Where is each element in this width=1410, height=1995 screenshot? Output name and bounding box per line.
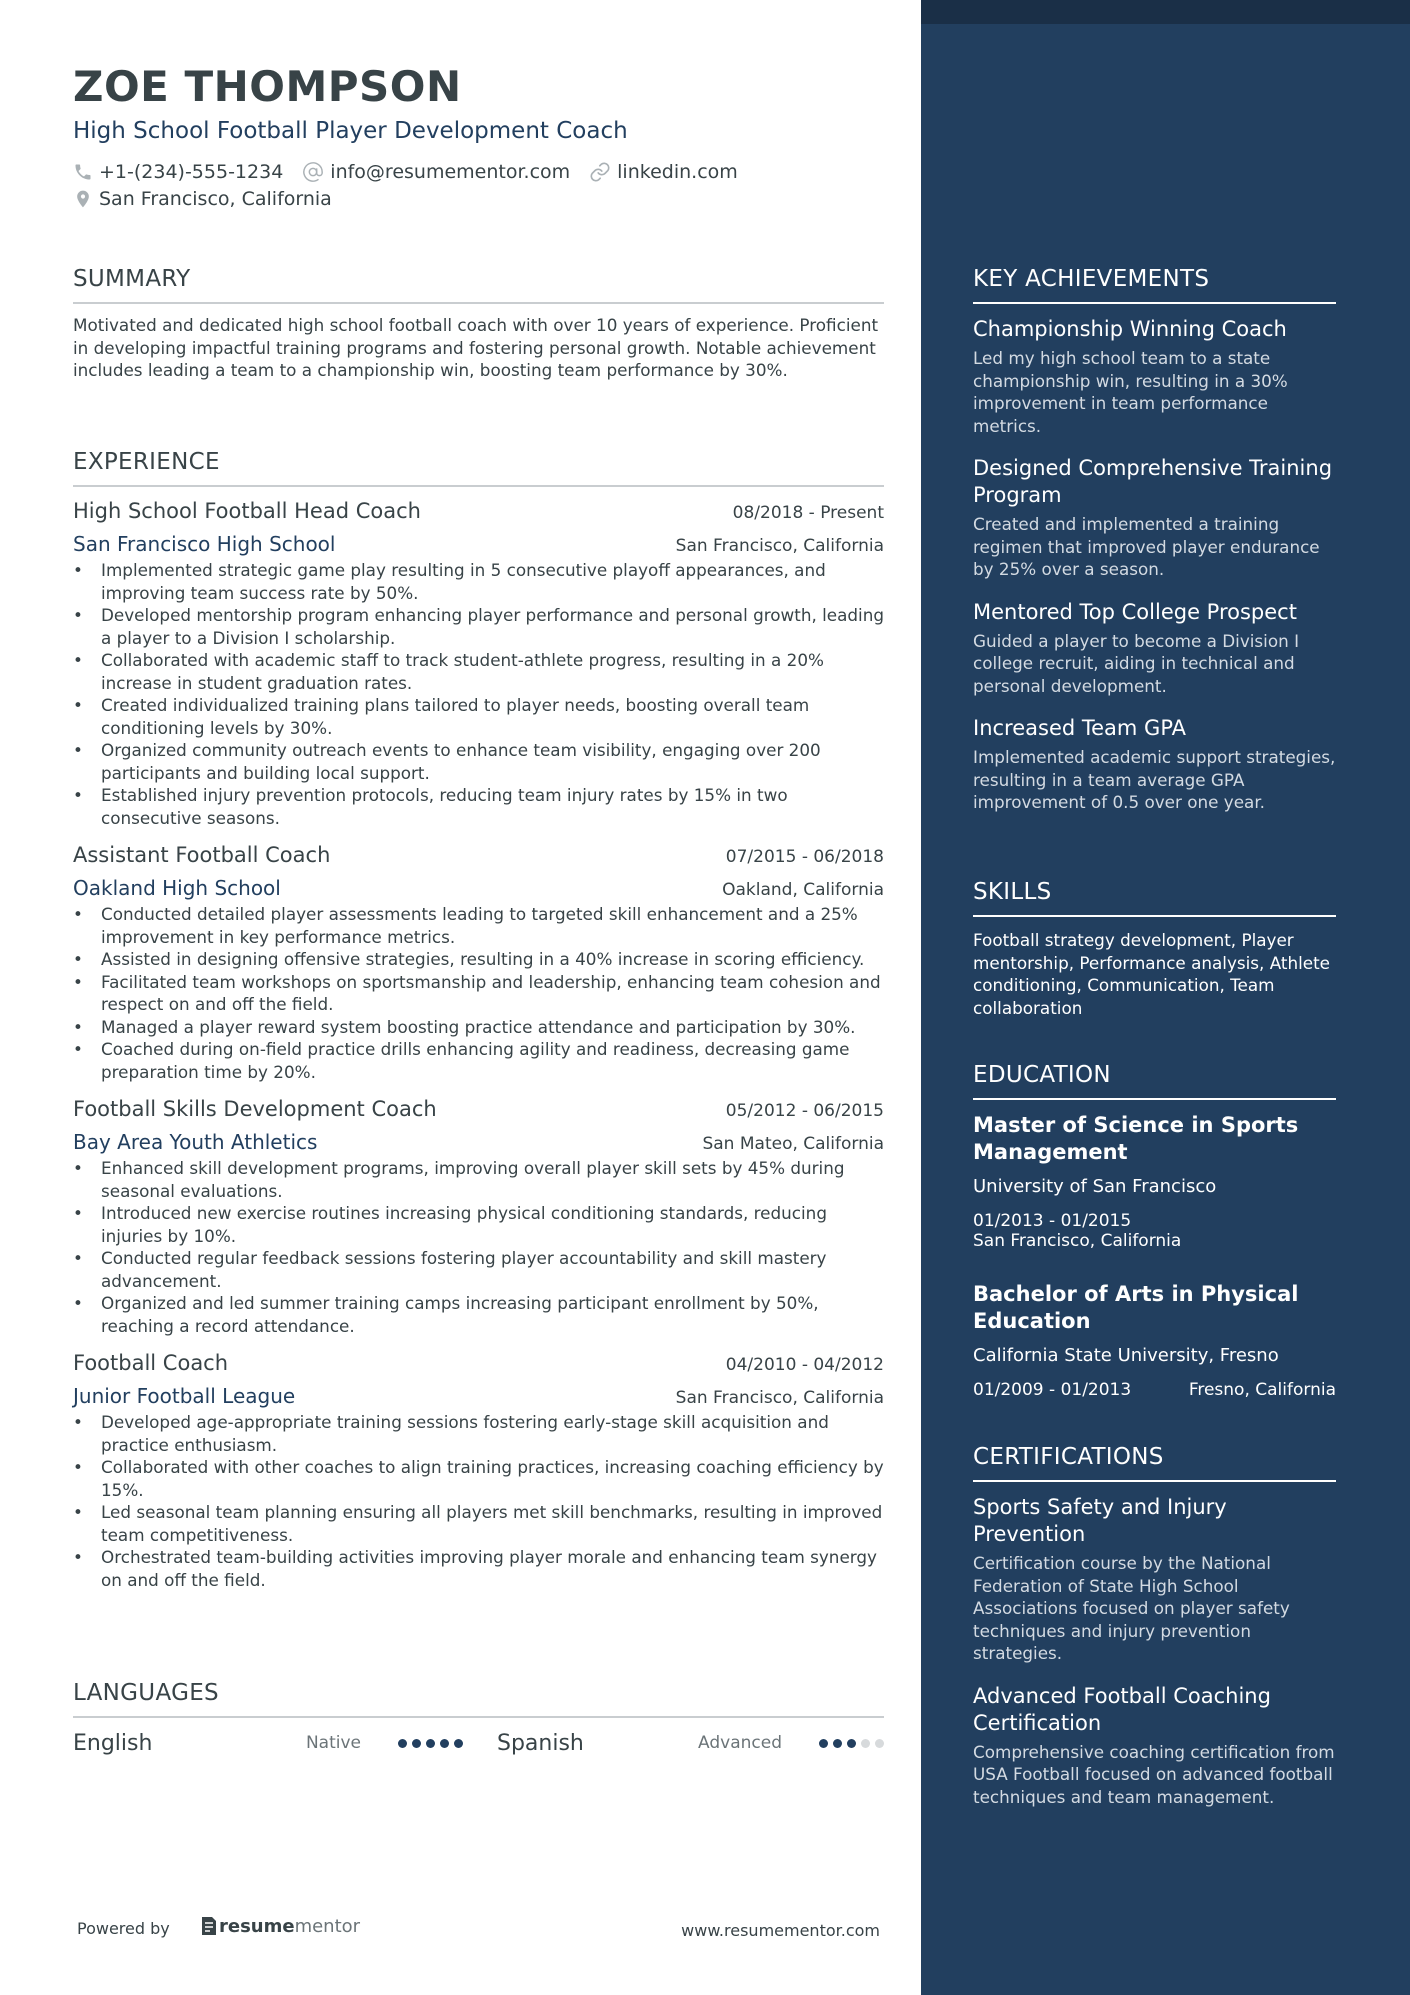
- phone-text: +1-(234)-555-1234: [99, 161, 284, 183]
- job-location: San Mateo, California: [702, 1134, 884, 1154]
- languages-section: [73, 1680, 884, 1758]
- job-role: Football Coach: [73, 1351, 229, 1375]
- job-dates: 05/2012 - 06/2015: [725, 1101, 884, 1121]
- job-dates: 08/2018 - Present: [732, 503, 884, 523]
- achievement-title: Mentored Top College Prospect: [973, 599, 1297, 624]
- job-header: [73, 1097, 884, 1121]
- rating-dot-filled: [440, 1739, 449, 1748]
- achievement-item: [973, 715, 1336, 814]
- brand-name-bold: resume: [219, 1915, 295, 1937]
- achievement-title: Designed Comprehensive Training Program: [973, 456, 1333, 507]
- language-rating: [814, 1739, 884, 1748]
- job-location: San Francisco, California: [675, 536, 884, 556]
- education-dates: 01/2013 - 01/2015: [973, 1211, 1132, 1231]
- experience-heading: EXPERIENCE: [73, 449, 220, 475]
- location-text: San Francisco, California: [99, 188, 332, 210]
- contact-phone: [73, 161, 283, 183]
- job-entry: [73, 843, 884, 1083]
- education-section: [973, 1062, 1336, 1400]
- link-icon: [589, 161, 611, 183]
- contact-location: [73, 188, 332, 210]
- certification-description: Comprehensive coaching certification from USA Football focused on advanced football techniques and team management.: [973, 1741, 1335, 1807]
- experience-section: [73, 449, 884, 1591]
- job-subheader: [73, 532, 884, 556]
- job-role: Assistant Football Coach: [73, 843, 331, 867]
- job-bullets: [73, 1411, 884, 1591]
- languages-heading: LANGUAGES: [73, 1680, 219, 1706]
- school-name: University of San Francisco: [973, 1176, 1217, 1197]
- language-item: [73, 1731, 463, 1756]
- job-location: San Francisco, California: [675, 1388, 884, 1408]
- skills-heading: SKILLS: [973, 879, 1052, 905]
- achievement-description: Led my high school team to a state championship win, resulting in a 30% improvement in team performance metrics.: [973, 348, 1288, 436]
- resumementor-logo-icon: [199, 1915, 219, 1937]
- section-divider: [973, 915, 1336, 917]
- achievement-description: Created and implemented a training regimen that improved player endurance by 25% over a season.: [973, 514, 1320, 579]
- summary-heading: SUMMARY: [73, 266, 191, 292]
- education-location: San Francisco, California: [973, 1231, 1182, 1251]
- summary-text: Motivated and dedicated high school football coach with over 10 years of experience. Proficient in developing impactful training programs and fostering personal growth. Notable achievement includes leading a team to a championship win, boosting team performance by 30%.: [73, 315, 879, 380]
- bullet-item: • Enhanced skill development programs, improving overall player skill sets by 45% during seasonal evaluations.: [73, 1157, 884, 1202]
- language-name: English: [73, 1730, 153, 1756]
- bullet-item: • Introduced new exercise routines increasing physical conditioning standards, reducing injuries by 10%.: [73, 1202, 884, 1247]
- bullet-item: • Implemented strategic game play resulting in 5 consecutive playoff appearances, and improving team success rate by 50%.: [73, 559, 884, 604]
- bullet-item: • Assisted in designing offensive strategies, resulting in a 40% increase in scoring efficiency.: [73, 948, 884, 971]
- rating-dot-filled: [819, 1739, 828, 1748]
- education-heading: EDUCATION: [973, 1062, 1111, 1088]
- job-bullets: [73, 559, 884, 829]
- job-bullets: [73, 903, 884, 1083]
- job-entry: [73, 1351, 884, 1591]
- bullet-item: • Coached during on-field practice drills enhancing agility and readiness, decreasing game preparation time by 20%.: [73, 1038, 884, 1083]
- job-subheader: [73, 1384, 884, 1408]
- achievement-description: Guided a player to become a Division I college recruit, aiding in technical and personal development.: [973, 630, 1300, 696]
- certification-description: Certification course by the National Federation of State High School Associations focused on player safety techniques and injury prevention strategies.: [973, 1553, 1290, 1663]
- linkedin-link[interactable]: linkedin.com: [617, 161, 738, 183]
- contact-email[interactable]: [302, 161, 570, 183]
- rating-dot-filled: [847, 1739, 856, 1748]
- bullet-item: • Organized community outreach events to enhance team visibility, engaging over 200 participants and building local support.: [73, 739, 884, 784]
- bullet-item: • Conducted regular feedback sessions fostering player accountability and skill mastery advancement.: [73, 1247, 884, 1292]
- degree-title: Bachelor of Arts in Physical Education: [973, 1282, 1299, 1333]
- rating-dot-filled: [454, 1739, 463, 1748]
- education-dates: 01/2009 - 01/2013: [973, 1380, 1132, 1400]
- bullet-item: • Created individualized training plans tailored to player needs, boosting overall team conditioning levels by 30%.: [73, 694, 884, 739]
- job-role: Football Skills Development Coach: [73, 1097, 437, 1121]
- map-pin-icon: [73, 188, 93, 210]
- job-list: [73, 499, 884, 1591]
- job-bullets: [73, 1157, 884, 1337]
- section-divider: [973, 1098, 1336, 1100]
- bullet-item: • Collaborated with academic staff to track student-athlete progress, resulting in a 20% increase in student graduation rates.: [73, 649, 884, 694]
- job-header: [73, 843, 884, 867]
- section-divider: [973, 1480, 1336, 1482]
- footer: [73, 1915, 884, 1945]
- bullet-item: • Orchestrated team-building activities improving player morale and enhancing team synergy on and off the field.: [73, 1546, 884, 1591]
- certification-title: Advanced Football Coaching Certification: [973, 1683, 1271, 1735]
- company-name: Junior Football League: [73, 1384, 296, 1408]
- powered-by-label: Powered by: [77, 1919, 170, 1938]
- bullet-item: • Developed age-appropriate training sessions fostering early-stage skill acquisition and practice enthusiasm.: [73, 1411, 884, 1456]
- bullet-item: • Managed a player reward system boosting practice attendance and participation by 30%.: [73, 1016, 884, 1039]
- job-header: [73, 499, 884, 523]
- bullet-item: • Developed mentorship program enhancing player performance and personal growth, leading a player to a Division I scholarship.: [73, 604, 884, 649]
- sidebar: [921, 0, 1410, 1995]
- phone-icon: [73, 162, 93, 182]
- language-item: [497, 1731, 884, 1756]
- language-rating: [393, 1739, 463, 1748]
- bullet-item: • Led seasonal team planning ensuring all players met skill benchmarks, resulting in improved team competitiveness.: [73, 1501, 884, 1546]
- certifications-heading: CERTIFICATIONS: [973, 1444, 1164, 1470]
- rating-dot-empty: [861, 1739, 870, 1748]
- achievement-title: Championship Winning Coach: [973, 317, 1287, 341]
- job-entry: [73, 1097, 884, 1337]
- contact-row-2: [73, 188, 351, 210]
- skills-text: Football strategy development, Player mentorship, Performance analysis, Athlete conditioning, Communication, Team collaboration: [973, 930, 1330, 1018]
- brand-name-light: mentor: [294, 1915, 361, 1937]
- achievement-item: [973, 455, 1336, 581]
- achievements-heading: KEY ACHIEVEMENTS: [973, 266, 1210, 292]
- achievement-title: Increased Team GPA: [973, 716, 1187, 740]
- certification-item: [973, 1494, 1336, 1665]
- candidate-title: High School Football Player Development Coach: [73, 118, 628, 144]
- job-header: [73, 1351, 884, 1375]
- bullet-item: • Collaborated with other coaches to align training practices, increasing coaching efficiency by 15%.: [73, 1456, 884, 1501]
- bullet-item: • Established injury prevention protocols, reducing team injury rates by 15% in two consecutive seasons.: [73, 784, 884, 829]
- language-level: Advanced: [698, 1733, 782, 1753]
- job-location: Oakland, California: [722, 880, 884, 900]
- job-entry: [73, 499, 884, 829]
- language-level: Native: [305, 1733, 361, 1753]
- rating-dot-empty: [875, 1739, 884, 1748]
- skills-section: [973, 879, 1336, 1019]
- education-entry: [973, 1281, 1336, 1400]
- bullet-item: • Facilitated team workshops on sportsmanship and leadership, enhancing team cohesion and respect on and off the field.: [73, 971, 884, 1016]
- job-role: High School Football Head Coach: [73, 499, 421, 523]
- job-dates: 04/2010 - 04/2012: [725, 1355, 884, 1375]
- sidebar-top-band: [921, 0, 1410, 24]
- company-name: Bay Area Youth Athletics: [73, 1130, 318, 1154]
- rating-dot-filled: [398, 1739, 407, 1748]
- education-location: Fresno, California: [1188, 1380, 1336, 1400]
- brand-logo[interactable]: [199, 1915, 360, 1937]
- language-list: [73, 1728, 884, 1758]
- achievement-list: [973, 316, 1336, 814]
- certification-title: Sports Safety and Injury Prevention: [973, 1495, 1227, 1546]
- achievements-section: [973, 266, 1336, 814]
- at-sign-icon: [302, 161, 324, 183]
- rating-dot-filled: [833, 1739, 842, 1748]
- rating-dot-filled: [412, 1739, 421, 1748]
- section-divider: [973, 302, 1336, 304]
- summary-section: [73, 266, 884, 382]
- company-name: San Francisco High School: [73, 532, 336, 556]
- certification-list: [973, 1494, 1336, 1808]
- rating-dot-filled: [426, 1739, 435, 1748]
- bullet-item: • Conducted detailed player assessments leading to targeted skill enhancement and a 25% improvement in key performance metrics.: [73, 903, 884, 948]
- section-divider: [73, 485, 884, 487]
- education-meta-row: [973, 1380, 1336, 1400]
- achievement-item: [973, 599, 1336, 698]
- email-link[interactable]: info@resumementor.com: [330, 161, 571, 183]
- contact-linkedin[interactable]: [589, 161, 738, 183]
- education-entry: [973, 1112, 1336, 1251]
- contact-row: [73, 161, 757, 183]
- job-subheader: [73, 1130, 884, 1154]
- achievement-item: [973, 316, 1336, 437]
- website-link[interactable]: www.resumementor.com: [681, 1921, 880, 1940]
- certifications-section: [973, 1444, 1336, 1808]
- section-divider: [73, 302, 884, 304]
- section-divider: [73, 1716, 884, 1718]
- certification-item: [973, 1683, 1336, 1809]
- degree-title: Master of Science in Sports Management: [973, 1113, 1299, 1164]
- achievement-description: Implemented academic support strategies, resulting in a team average GPA improvement of 0.5 over one year.: [973, 747, 1336, 812]
- job-subheader: [73, 876, 884, 900]
- bullet-item: • Organized and led summer training camps increasing participant enrollment by 50%, reaching a record attendance.: [73, 1292, 884, 1337]
- job-dates: 07/2015 - 06/2018: [725, 847, 884, 867]
- school-name: California State University, Fresno: [973, 1345, 1279, 1366]
- candidate-name: ZOE THOMPSON: [73, 62, 462, 111]
- language-name: Spanish: [497, 1730, 584, 1756]
- company-name: Oakland High School: [73, 876, 281, 900]
